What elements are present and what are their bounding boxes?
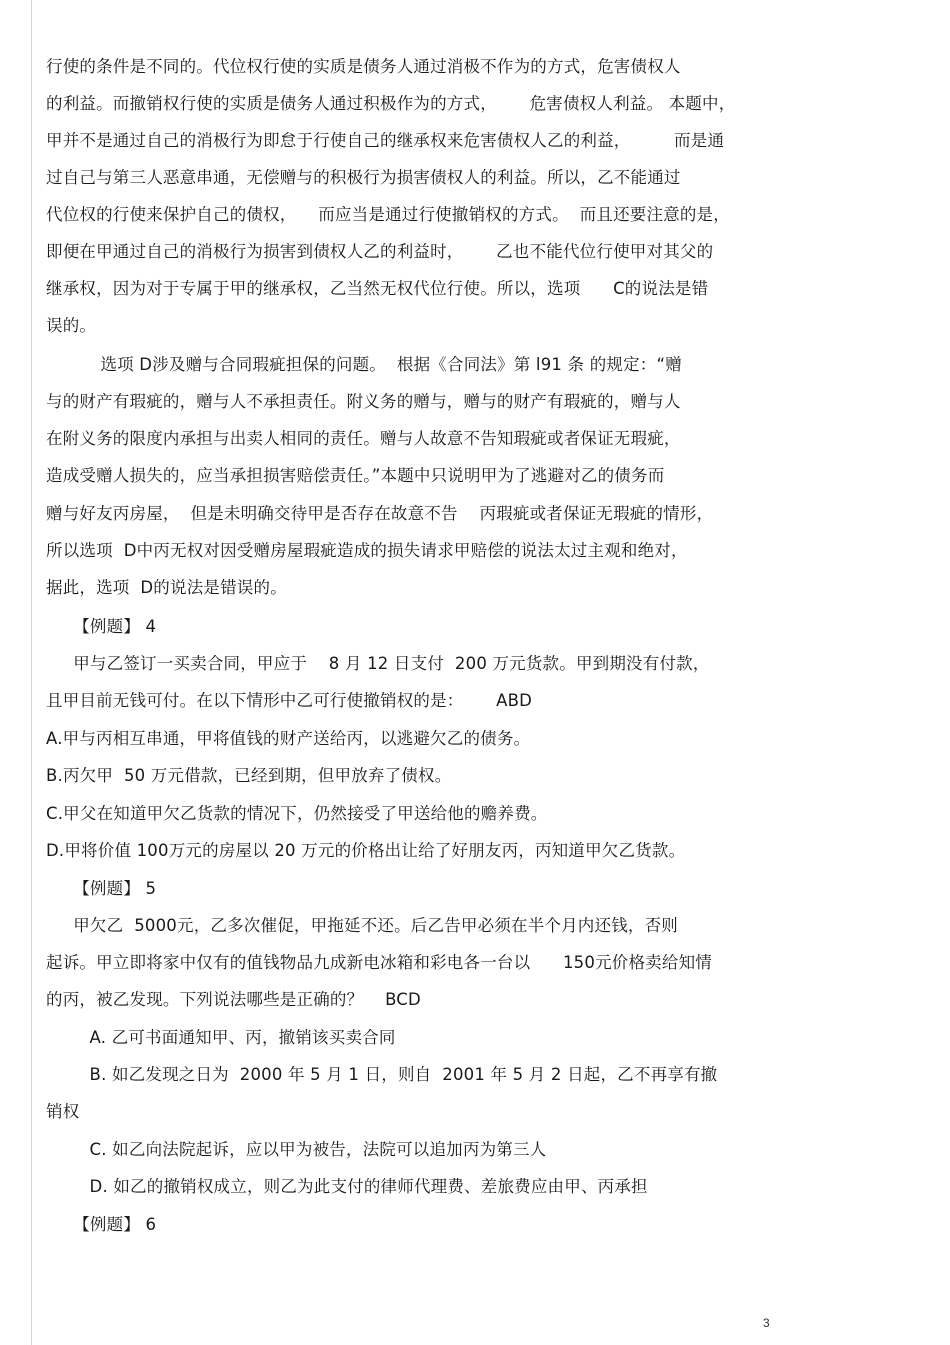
text-line: 误的。 <box>46 316 97 335</box>
text-line: 赠与好友丙房屋， 但是未明确交待甲是否存在故意不告 丙瑕疵或者保证无瑕疵的情形， <box>46 504 714 523</box>
text-line: 甲并不是通过自己的消极行为即怠于行使自己的继承权来危害债权人乙的利益， 而是通 <box>46 131 725 150</box>
option-line: A.甲与丙相互串通，甲将值钱的财产送给丙，以逃避欠乙的债务。 <box>46 729 531 748</box>
text-line: 甲与乙签订一买卖合同，甲应于 8 月 12 日支付 200 万元货款。甲到期没有付款， <box>46 654 710 673</box>
example-heading: 【例题】 5 <box>46 879 157 898</box>
text-line: 且甲目前无钱可付。在以下情形中乙可行使撤销权的是： ABD <box>46 691 533 710</box>
text-line: 据此，选项 D的说法是错误的。 <box>46 578 287 597</box>
option-line: B. 如乙发现之日为 2000 年 5 月 1 日，则自 2001 年 5 月 2 日起，乙不再享有撤 <box>46 1065 718 1084</box>
option-line: 销权 <box>46 1102 80 1121</box>
option-line: D. 如乙的撤销权成立，则乙为此支付的律师代理费、差旅费应由甲、丙承担 <box>46 1177 648 1196</box>
option-line: C.甲父在知道甲欠乙货款的情况下，仍然接受了甲送给他的赡养费。 <box>46 804 548 823</box>
text-line: 选项 D涉及赠与合同瑕疵担保的问题。 根据《合同法》第 l91 条 的规定：“赠 <box>46 355 682 374</box>
option-line: D.甲将价值 100万元的房屋以 20 万元的价格出让给了好朋友丙，丙知道甲欠乙货款。 <box>46 841 686 860</box>
example-heading: 【例题】 6 <box>46 1215 157 1234</box>
text-line: 继承权，因为对于专属于甲的继承权，乙当然无权代位行使。所以，选项 C的说法是错 <box>46 279 709 298</box>
option-line: A. 乙可书面通知甲、丙，撤销该买卖合同 <box>46 1028 396 1047</box>
text-line: 所以选项 D中丙无权对因受赠房屋瑕疵造成的损失请求甲赔偿的说法太过主观和绝对， <box>46 541 688 560</box>
text-line: 的丙，被乙发现。下列说法哪些是正确的？ BCD <box>46 990 421 1009</box>
text-line: 造成受赠人损失的，应当承担损害赔偿责任。”本题中只说明甲为了逃避对乙的债务而 <box>46 466 665 485</box>
page-number: 3 <box>763 1316 770 1330</box>
text-line: 甲欠乙 5000元，乙多次催促，甲拖延不还。后乙告甲必须在半个月内还钱，否则 <box>46 916 679 935</box>
text-line: 代位权的行使来保护自己的债权， 而应当是通过行使撤销权的方式。 而且还要注意的是， <box>46 205 730 224</box>
page-margin-rule <box>31 0 32 1345</box>
text-line: 即便在甲通过自己的消极行为损害到债权人乙的利益时， 乙也不能代位行使甲对其父的 <box>46 242 714 261</box>
text-line: 与的财产有瑕疵的，赠与人不承担责任。附义务的赠与，赠与的财产有瑕疵的，赠与人 <box>46 392 681 411</box>
text-line: 的利益。而撤销权行使的实质是债务人通过积极作为的方式， 危害债权人利益。 本题中， <box>46 94 736 113</box>
text-line: 行使的条件是不同的。代位权行使的实质是债务人通过消极不作为的方式，危害债权人 <box>46 57 681 76</box>
text-line: 在附义务的限度内承担与出卖人相同的责任。赠与人故意不告知瑕疵或者保证无瑕疵， <box>46 429 681 448</box>
text-line: 过自己与第三人恶意串通，无偿赠与的积极行为损害债权人的利益。所以，乙不能通过 <box>46 168 681 187</box>
example-heading: 【例题】 4 <box>46 617 157 636</box>
text-line: 起诉。甲立即将家中仅有的值钱物品九成新电冰箱和彩电各一台以 150元价格卖给知情 <box>46 953 712 972</box>
option-line: B.丙欠甲 50 万元借款，已经到期，但甲放弃了债权。 <box>46 766 452 785</box>
option-line: C. 如乙向法院起诉，应以甲为被告，法院可以追加丙为第三人 <box>46 1140 547 1159</box>
